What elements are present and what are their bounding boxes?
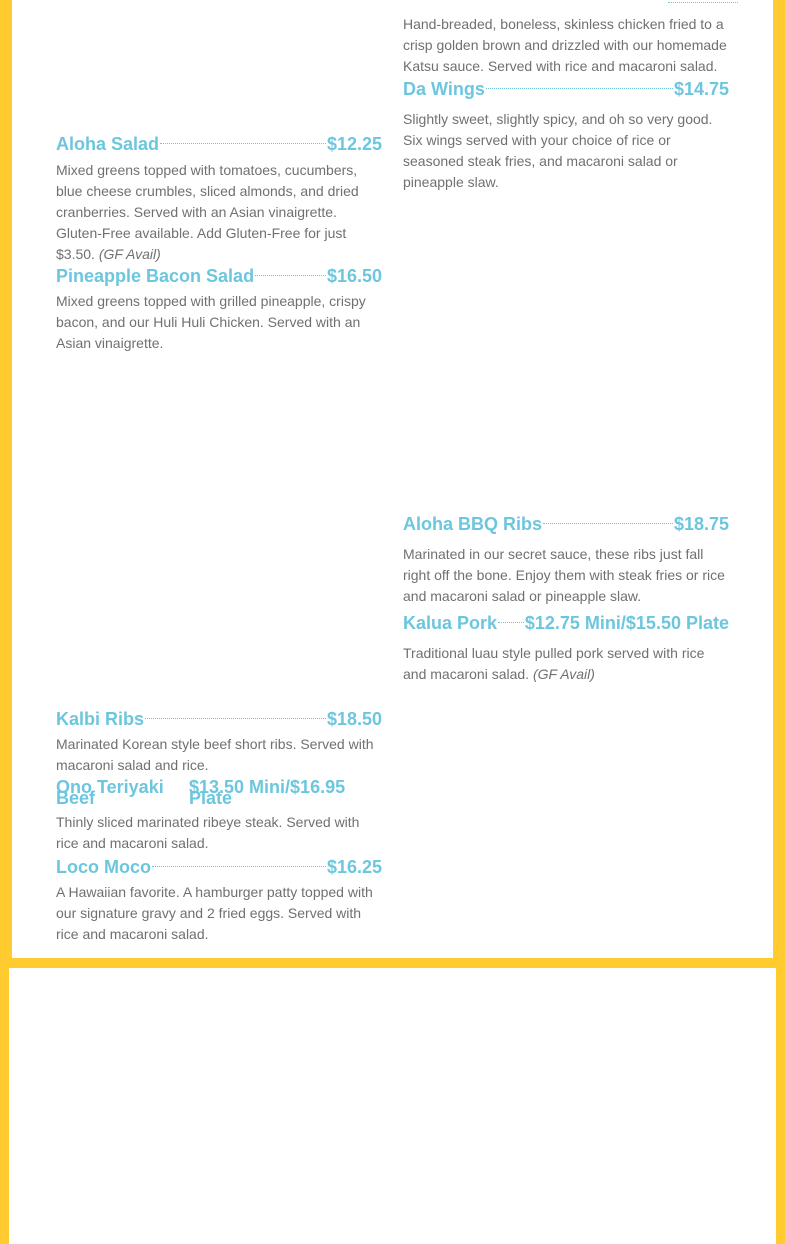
item-description: Marinated in our secret sauce, these ribs just fall right off the bone. Enjoy them with steak fries or rice and macaroni salad or pineapple slaw. <box>403 546 725 604</box>
item-header <box>403 514 729 534</box>
item-header <box>56 709 382 729</box>
item-name: Aloha Salad <box>56 134 160 154</box>
menu-panel-lower <box>9 968 776 1244</box>
menu-item-aloha-salad <box>56 134 382 265</box>
gf-tag: (GF Avail) <box>98 246 161 262</box>
item-description <box>403 643 729 685</box>
item-leader <box>543 523 673 524</box>
item-leader <box>255 275 326 276</box>
item-description-text: Mixed greens topped with tomatoes, cucumbers, blue cheese crumbles, sliced almonds, and dried cranberries. Served with an Asian vinaigrette. Gluten-Free available. Add Gluten-Free for just $3.50. <box>56 162 359 262</box>
item-description: Mixed greens topped with grilled pineapple, crispy bacon, and our Huli Huli Chicken. Served with an Asian vinaigrette. <box>56 293 366 351</box>
item-name: Loco Moco <box>56 857 151 877</box>
menu-item-chicken-katsu <box>403 8 729 77</box>
menu-item-kalua-pork <box>403 613 729 685</box>
item-leader-cut <box>668 0 738 3</box>
menu-item-da-wings <box>403 79 729 193</box>
item-name: Kalbi Ribs <box>56 709 145 729</box>
item-leader <box>152 866 326 867</box>
item-header <box>403 613 729 633</box>
item-price: $12.25 <box>326 134 382 154</box>
item-price: $12.75 Mini/$15.50 Plate <box>524 613 729 633</box>
item-name: Ono Teriyaki Beef <box>56 777 164 808</box>
item-description: Hand-breaded, boneless, skinless chicken fried to a crisp golden brown and drizzled with our homemade Katsu sauce. Served with rice and macaroni salad. <box>403 16 727 74</box>
item-price: $18.50 <box>326 709 382 729</box>
item-leader <box>498 622 524 623</box>
item-leader <box>145 718 326 719</box>
item-header <box>56 134 382 154</box>
item-price: $16.50 <box>326 266 382 286</box>
item-description: Marinated Korean style beef short ribs. Served with macaroni salad and rice. <box>56 736 374 773</box>
menu-item-loco-moco <box>56 857 382 945</box>
item-name: Da Wings <box>403 79 485 99</box>
item-price: $16.25 <box>326 857 382 877</box>
gf-tag: (GF Avail) <box>532 666 595 682</box>
item-name: Aloha BBQ Ribs <box>403 514 543 534</box>
item-header <box>403 79 729 99</box>
item-leader <box>160 143 326 144</box>
item-header <box>56 857 382 877</box>
item-name: Kalua Pork <box>403 613 498 633</box>
menu-item-kalbi-ribs <box>56 709 382 776</box>
item-header <box>56 777 382 808</box>
item-description <box>56 160 382 265</box>
item-header <box>56 266 382 286</box>
item-description-text: Traditional luau style pulled pork served with rice and macaroni salad. <box>403 645 705 682</box>
item-description: A Hawaiian favorite. A hamburger patty topped with our signature gravy and 2 fried eggs. Served with rice and macaroni salad. <box>56 884 373 942</box>
item-description: Thinly sliced marinated ribeye steak. Served with rice and macaroni salad. <box>56 814 360 851</box>
item-name: Pineapple Bacon Salad <box>56 266 255 286</box>
item-leader <box>486 88 673 89</box>
item-price: $13.50 Mini/$16.95 Plate <box>189 777 346 808</box>
menu-item-pineapple-bacon-salad <box>56 266 382 354</box>
menu-item-ono-teriyaki-beef <box>56 777 382 854</box>
item-price: $14.75 <box>673 79 729 99</box>
menu-item-aloha-bbq-ribs <box>403 514 729 607</box>
item-price: $18.75 <box>673 514 729 534</box>
item-description: Slightly sweet, slightly spicy, and oh so very good. Six wings served with your choice of rice or seasoned steak fries, and macaroni salad or pineapple slaw. <box>403 111 713 190</box>
